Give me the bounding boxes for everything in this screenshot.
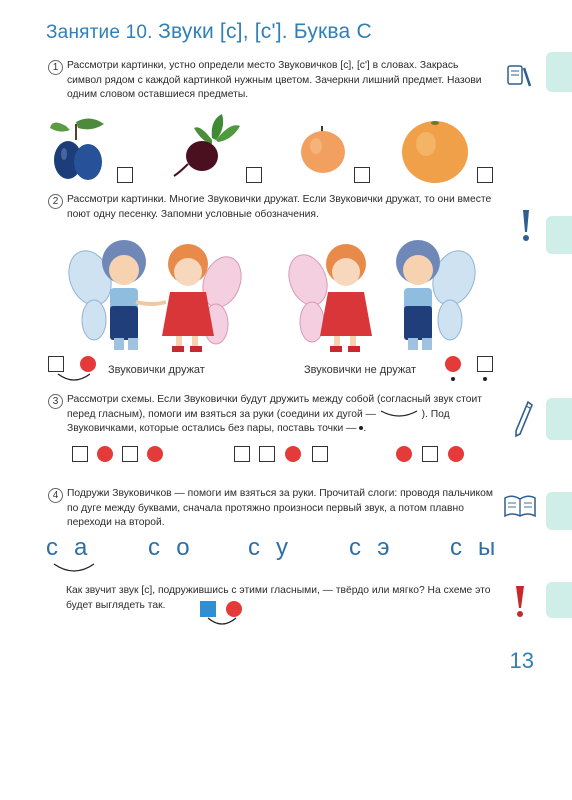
exclamation-icon	[514, 584, 526, 618]
symbol-box-beet[interactable]	[246, 167, 262, 183]
scheme-box[interactable]	[122, 446, 138, 462]
vowel-dot	[226, 601, 242, 617]
beet-image	[172, 114, 242, 178]
task-3-text-a: Рассмотри схемы. Если Звуковички будут дружить между собой (согласный звук стоит перед гласным), помоги им взяться за руки (соедини их дугой —	[67, 394, 482, 420]
task-number: 4	[48, 488, 63, 503]
task-number: 3	[48, 394, 63, 409]
lesson-number: 10.	[125, 22, 153, 43]
task-number: 1	[48, 60, 63, 75]
scheme-dot[interactable]	[285, 446, 301, 462]
task-3-text-b: ). Под Звуковичками, которые остались без пары, поставь точки —	[67, 408, 450, 435]
arc-icon	[206, 616, 238, 628]
scheme-box[interactable]	[259, 446, 275, 462]
side-tab	[546, 582, 572, 618]
task-4-text: Подружи Звуковичков — помоги им взяться за руки. Прочитай слоги: проводя пальчиком по дуге между буквами, сначала протяжно произноси первый звук, а потом плавно переходи на второй.	[67, 488, 493, 529]
plum-image	[46, 114, 110, 186]
caption-not-friends: Звуковички не дружат	[304, 364, 417, 376]
book-icon	[503, 494, 537, 520]
symbol-box-orange[interactable]	[477, 167, 493, 183]
scheme-dot[interactable]	[147, 446, 163, 462]
page-title	[46, 20, 372, 44]
side-tab	[546, 52, 572, 92]
vowel-dot	[80, 356, 96, 372]
pencil-icon	[506, 62, 534, 92]
syllable: са	[46, 534, 104, 561]
task-number: 2	[48, 194, 63, 209]
point-mark	[483, 377, 487, 381]
scheme-dot[interactable]	[448, 446, 464, 462]
syllable: су	[248, 534, 304, 561]
lesson-word: Занятие	[46, 22, 121, 43]
vowel-dot	[445, 356, 461, 372]
scheme-box[interactable]	[72, 446, 88, 462]
arc-icon	[379, 409, 419, 419]
symbol-box-plum[interactable]	[117, 167, 133, 183]
fairies-friends-image	[66, 232, 246, 360]
task-3-text	[67, 393, 497, 437]
side-tab	[546, 216, 572, 254]
point-mark	[451, 377, 455, 381]
syllable: со	[148, 534, 206, 561]
syllable: сы	[450, 534, 512, 561]
consonant-box	[48, 356, 64, 372]
scheme-box[interactable]	[422, 446, 438, 462]
pencil-icon	[512, 400, 534, 440]
fairies-not-friends-image	[290, 232, 476, 360]
exclamation-icon	[521, 208, 531, 242]
scheme-box[interactable]	[234, 446, 250, 462]
scheme-dot[interactable]	[396, 446, 412, 462]
scheme-dot[interactable]	[97, 446, 113, 462]
hard-consonant-box	[200, 601, 216, 617]
question-text: Как звучит звук [с], подружившись с этими гласными, — твёрдо или мягко? На схеме это будет выглядеть так.	[66, 585, 491, 611]
page-number: 13	[509, 648, 534, 673]
arc-icon	[56, 372, 92, 384]
syllable-arc	[52, 562, 98, 576]
side-tab	[546, 398, 572, 440]
orange-image	[400, 116, 470, 184]
side-tab	[546, 492, 572, 530]
consonant-box	[477, 356, 493, 372]
lesson-topic: Звуки [с], [с']. Буква С	[158, 20, 372, 43]
apricot-image	[298, 124, 348, 174]
task-3-text-c: .	[363, 423, 367, 435]
syllable: сэ	[349, 534, 406, 561]
symbol-box-apricot[interactable]	[354, 167, 370, 183]
task-1-text: Рассмотри картинки, устно определи место Звуковичков [с], [с'] в словах. Закрась символ рядом с каждой картинкой нужным цветом. Зачеркни лишний предмет. Назови одним словом оставшиеся предметы.	[67, 60, 482, 101]
caption-friends: Звуковички дружат	[108, 364, 205, 376]
scheme-box[interactable]	[312, 446, 328, 462]
task-2-text: Рассмотри картинки. Многие Звуковички дружат. Если Звуковички дружат, то они вместе поют одну песенку. Запомни условные обозначения.	[67, 194, 492, 220]
